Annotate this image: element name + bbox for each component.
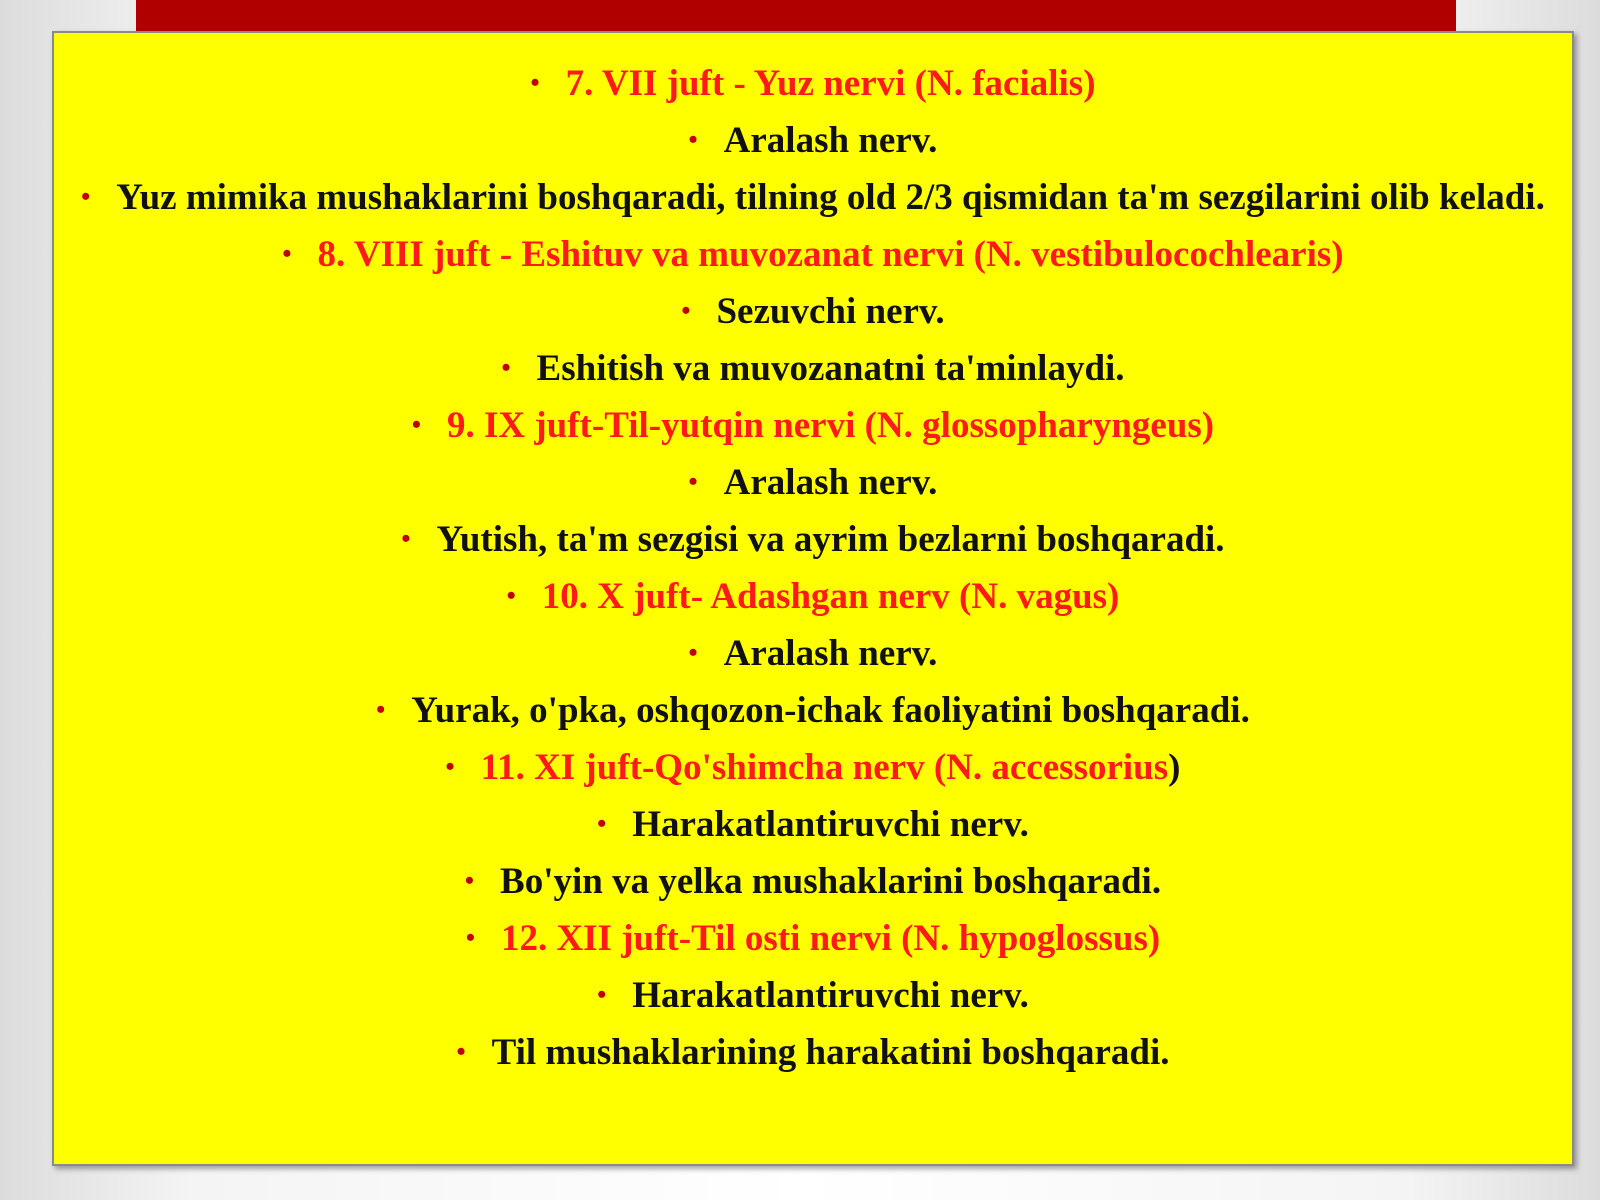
item-text: Bo'yin va yelka mushaklarini boshqaradi. (500, 861, 1162, 902)
item-text: Aralash nerv. (723, 633, 938, 674)
list-item (80, 173, 1546, 222)
bullet-icon: • (688, 125, 698, 154)
bullet-icon: • (411, 410, 421, 439)
item-text: 12. XII juft-Til osti nervi (N. hypoglossus) (500, 918, 1161, 959)
top-accent-bar (136, 0, 1456, 34)
item-text: Harakatlantiruvchi nerv. (632, 804, 1029, 845)
bullet-icon: • (464, 866, 475, 895)
list-item (80, 1028, 1546, 1077)
list-item (80, 344, 1546, 393)
bullet-icon: • (688, 467, 698, 496)
item-text: Yurak, o'pka, oshqozon-ichak faoliyatini boshqaradi. (411, 690, 1250, 731)
list-item (80, 857, 1546, 906)
bullet-icon: • (597, 980, 607, 1009)
list-item (80, 686, 1546, 735)
bullet-icon: • (681, 296, 691, 325)
nerve-heading-item (80, 572, 1546, 621)
nerve-heading-item (80, 59, 1546, 108)
item-text: 9. IX juft-Til-yutqin nervi (N. glossopharyngeus) (446, 405, 1215, 446)
bullet-icon: • (81, 182, 91, 211)
bullet-icon: • (282, 239, 292, 268)
item-text: Yuz mimika mushaklarini boshqaradi, tilning old 2/3 qismidan ta'm sezgilarini olib keladi. (116, 177, 1545, 218)
item-text: 10. X juft- Adashgan nerv (N. vagus) (541, 576, 1120, 617)
list-item (80, 629, 1546, 678)
bullet-icon: • (456, 1037, 466, 1066)
item-text: Yutish, ta'm sezgisi va ayrim bezlarni boshqaradi. (436, 519, 1225, 560)
list-item (80, 116, 1546, 165)
bullet-list (54, 33, 1572, 1077)
bullet-icon: • (501, 353, 511, 382)
content-box (52, 31, 1574, 1166)
list-item (80, 287, 1546, 336)
list-item (80, 458, 1546, 507)
item-text: Eshitish va muvozanatni ta'minlaydi. (536, 348, 1125, 389)
bullet-icon: • (688, 638, 698, 667)
bullet-icon: • (597, 809, 607, 838)
bullet-icon: • (530, 68, 540, 97)
bullet-icon: • (465, 923, 475, 952)
nerve-heading-item (80, 914, 1546, 963)
item-text: Aralash nerv. (723, 462, 938, 503)
item-text: Aralash nerv. (723, 120, 938, 161)
bullet-icon: • (445, 752, 455, 781)
list-item (80, 800, 1546, 849)
item-text: Til mushaklarining harakatini boshqaradi. (491, 1032, 1170, 1073)
item-text: Sezuvchi nerv. (716, 291, 945, 332)
nerve-heading-item (80, 230, 1546, 279)
bullet-icon: • (401, 524, 411, 553)
list-item (80, 515, 1546, 564)
nerve-heading-item (80, 401, 1546, 450)
item-suffix: ) (1168, 747, 1181, 788)
bullet-icon: • (506, 581, 516, 610)
item-text: 11. XI juft-Qo'shimcha nerv (N. accessorius (480, 747, 1169, 788)
nerve-heading-item (80, 743, 1546, 792)
item-text: 8. VIII juft - Eshituv va muvozanat nervi (N. vestibulocochlearis) (317, 234, 1344, 275)
list-item (80, 971, 1546, 1020)
item-text: 7. VII juft - Yuz nervi (N. facialis) (565, 63, 1096, 104)
item-text: Harakatlantiruvchi nerv. (632, 975, 1029, 1016)
bullet-icon: • (376, 695, 386, 724)
